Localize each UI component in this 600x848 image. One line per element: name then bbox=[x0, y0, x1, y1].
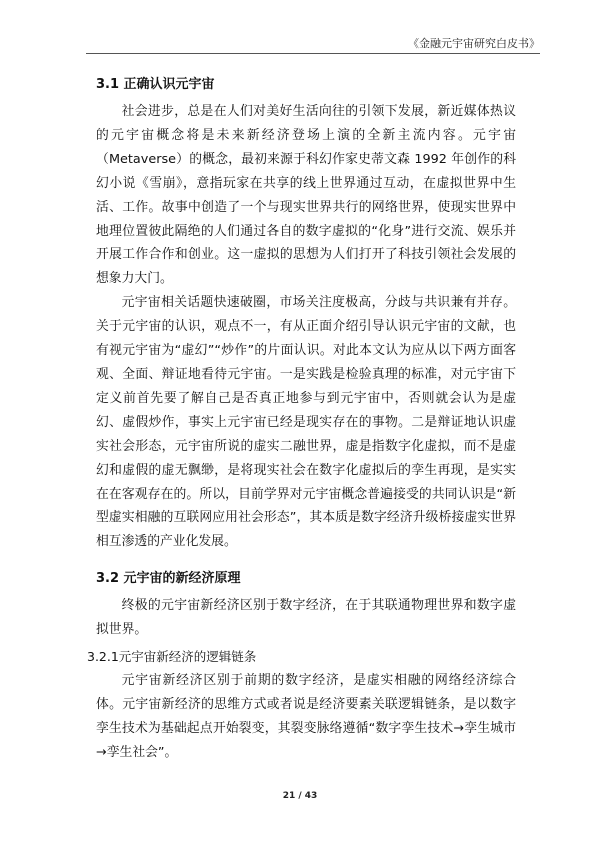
section-3-1-paragraph-2: 元宇宙相关话题快速破圈，市场关注度极高，分歧与共识兼有并存。关于元宇宙的认识，观点不一，有从正面介绍引导认识元宇宙的文献，也有视元宇宙为“虚幻”“炒作”的片面认识。对此本文认为应从以下两方面客观、全面、辩证地看待元宇宙。一是实践是检验真理的标准，对元宇宙下定义前首先要了解自己是否真正地参与到元宇宙中，否则就会认为是虚幻、虚假炒作，事实上元宇宙已经是现实存在的事物。二是辩证地认识虚实社会形态，元宇宙所说的虚实二融世界，虚是指数字化虚拟，而不是虚幻和虚假的虚无飘缈，是将现实社会在数字化虚拟后的孪生再现，是实实在在客观存在的。所以，目前学界对元宇宙概念普遍接受的共同认识是“新型虚实相融的互联网应用社会形态”，其本质是数字经济升级桥接虚实世界相互渗透的产业化发展。 bbox=[96, 295, 516, 550]
section-3-2-paragraph: 终极的元宇宙新经济区别于数字经济，在于其联通物理世界和数字虚拟世界。 bbox=[96, 598, 516, 638]
section-3-1-paragraph-1: 社会进步，总是在人们对美好生活向往的引领下发展，新近媒体热议的元宇宙概念将是未来新经济登场上演的全新主流内容。元宇宙（Metaverse）的概念，最初来源于科幻作家史蒂文森 1992 年创作的科幻小说《雪崩》，意指玩家在共享的线上世界通过互动，在虚拟世界中生活、工作。故事中创造了一个与现实世界共行的网络世界，使现实世界中地理位置彼此隔绝的人们通过各自的数字虚拟的“化身”进行交流、娱乐并开展工作合作和创业。这一虚拟的思想为人们打开了科技引领社会发展的想象力大门。 bbox=[96, 104, 516, 287]
section-3-1-heading: 3.1 正确认识元宇宙 bbox=[96, 77, 215, 92]
section-3-2-1-heading: 3.2.1元宇宙新经济的逻辑链条 bbox=[87, 649, 257, 665]
header-divider bbox=[86, 53, 540, 54]
page-number: 21 / 43 bbox=[282, 791, 318, 801]
section-3-2-1-paragraph: 元宇宙新经济区别于前期的数字经济，是虚实相融的网络经济综合体。元宇宙新经济的思维方式或者说是经济要素关联逻辑链条，是以数字孪生技术为基础起点开始裂变，其裂变脉络遵循“数字孪生技术→孪生城市→孪生社会”。 bbox=[96, 673, 516, 760]
section-3-2-heading: 3.2 元宇宙的新经济原理 bbox=[96, 571, 241, 587]
page-header bbox=[0, 35, 600, 55]
document-title: 《金融元宇宙研究白皮书》 bbox=[408, 37, 540, 50]
page-body bbox=[87, 70, 516, 765]
